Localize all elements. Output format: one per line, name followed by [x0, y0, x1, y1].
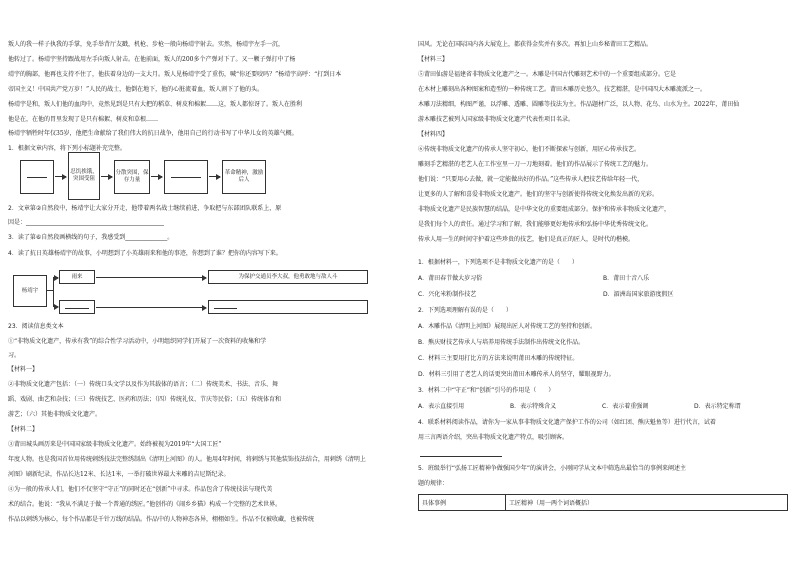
- material-1-heading: 【材料一】: [8, 366, 39, 373]
- answer-table: [418, 494, 788, 511]
- material-line: 术的结合。他说：“我从不满足于做一个普通的绣匠。”他创作的《闹乡乡猫》构成一个完整的艺术世界。: [8, 501, 282, 508]
- option-d[interactable]: D．表示特定称谓: [694, 403, 741, 410]
- row-arrow: [96, 307, 206, 308]
- question-2: 2．文章第②自然段中，杨靖宇让大家分开走，他带着两名战士继续前进，争取把与东部团队联系上，原: [8, 205, 282, 212]
- flow-box-1[interactable]: [20, 160, 54, 194]
- hero-row-name: [59, 270, 95, 284]
- flow-arrow: [209, 176, 220, 177]
- passage-line: 叛人的我一样子执我的手掌，免手举背厅友戳，机枪、步枪一般向杨靖宇射去。实然，杨靖宇左手一沉，: [8, 41, 285, 48]
- table-row: [419, 495, 788, 511]
- question-1: 1．根据文章内容，将下列小标题补充完整。: [8, 145, 126, 152]
- blank-name-box[interactable]: [59, 300, 95, 314]
- flow-box-4[interactable]: [164, 160, 208, 194]
- flow-arrow: [151, 176, 162, 177]
- question-r1: 1．根据材料一，下列选项不是非物质文化遗产的是（ ）: [418, 259, 578, 266]
- passage-line: ⑤莆田仙游是福建省非物质文化遗产之一。木雕是中国古代雕刻艺术中的一个重要组成部分。它是: [418, 71, 677, 78]
- option-d[interactable]: D．材料三引用了老艺人的话更突出莆田木雕传承人的坚守，耀眼视野力。: [418, 371, 615, 378]
- flow-box-3: [114, 160, 150, 194]
- section-heading: 23．阅读信息类文本: [8, 323, 64, 330]
- question-4: 4．读了抗日英雄杨靖宇的故事，小明想到了小英雄雨来和他的事迹，你想到了谁？把你的内容写下来。: [8, 250, 282, 257]
- option-c[interactable]: C．表示着重强调: [602, 403, 649, 410]
- option-a[interactable]: A．表示直接引用: [418, 403, 465, 410]
- material-line: ③莆田城头画历来是中国国家级非物质文化遗产。始终被视为2019年“大国工匠”: [8, 441, 222, 448]
- passage-line: 是我们每个人的责任。通过学习和了解，我们能够更好地传承和弘扬中华优秀传统文化。: [418, 221, 653, 228]
- flow-text: 革命精神，激励后人: [224, 170, 264, 183]
- question-r2: 2．下列选项理解有误的是（ ）: [418, 307, 512, 314]
- table-header-cell: 具体事例: [419, 495, 506, 511]
- option-a[interactable]: A．木雕作品《清明上河图》展现出匠人对传统工艺的坚持和创新。: [418, 323, 597, 330]
- passage-line: 游木雕技艺被列入国家级非物质文化遗产代表性项目名录。: [418, 116, 575, 123]
- material-line: 游艺；（六）其他非物质文化遗产。: [8, 411, 102, 418]
- option-b[interactable]: B．莆田十音八乐: [603, 275, 650, 282]
- flow-box-5: [222, 160, 266, 194]
- material-line: 河图》刷新纪录，作品长达12米、长达1米，一举打破世界最大米雕的吉尼斯纪录。: [8, 471, 230, 478]
- material-line: 作品以刺绣为核心，每个作品都是千针万线的结晶。作品中的人物神态各异，栩栩如生。作品不仅被收藏，也被传统: [8, 516, 315, 523]
- flow-text: 分散突围，保存力量: [115, 170, 149, 183]
- option-b[interactable]: B．表示特殊含义: [510, 403, 557, 410]
- passage-line: 国风。无论在国际国内各大展览上，都获得金奖并有多次。再加上山乡秘莆田工艺精品。: [418, 41, 653, 48]
- option-a[interactable]: A．莆田春节做大岁习俗: [418, 275, 483, 282]
- table-header-cell: 工匠精神（用一两个词语概括）: [506, 495, 788, 511]
- passage-line: 非物质文化遗产是民族智慧的结晶，是中华文化的重要组成部分。保护和传承非物质文化遗产，: [418, 206, 671, 213]
- hero-row-deed: [208, 270, 368, 284]
- material-4-heading: 【材料四】: [418, 131, 449, 138]
- flow-arrow: [55, 176, 66, 177]
- option-c[interactable]: C．材料三主要用打比方的方法来说明莆田木雕的传统特征。: [418, 355, 579, 362]
- passage-line: ⑥传统非物质文化遗产的传承人坚守初心，他们不断探索与创新，用匠心传承技艺。: [418, 146, 641, 153]
- row-arrow: [96, 277, 206, 278]
- option-c[interactable]: C．兴化米粉制作技艺: [418, 291, 477, 298]
- passage-line: 让更多的人了解和喜爱非物质文化遗产。他们的坚守与创新使得传统文化焕发出新的光彩。: [418, 191, 659, 198]
- intro-line: 习。: [8, 352, 21, 359]
- material-3-heading: 【材料三】: [418, 56, 449, 63]
- passage-line: 他们说：“只要用心去做，就一定能做出好的作品。”这些传承人把技艺传给年轻一代，: [418, 176, 644, 183]
- material-2-heading: 【材料二】: [8, 426, 39, 433]
- passage-line: 靖宇的胸部，他再也支持不住了，他扶着身边的一支大月。叛人见杨靖宇受了重伤，喊“你还要咬吗？”杨靖宇高呼：“打到日本: [8, 71, 342, 78]
- passage-line: 他转过了。杨靖宇坚持跟战用左手向叛人射击。在他前面，叛人的200多个产弹对下了。又一颗子弹打中了杨: [8, 56, 296, 63]
- passage-line: 在木材上雕刻出各种图案和造型的一种传统工艺。莆田木雕历史悠久，技艺精湛，是中国四大木雕流派之一。: [418, 86, 707, 93]
- question-r4: 4．联系材料阅读作品，请你为一家从事非物质文化遗产保护工作的公司（如红团、熊庆魁鱼等）进行代言，试着: [418, 419, 716, 426]
- question-2-answer[interactable]: 因是：______________________________________________: [8, 219, 165, 226]
- intro-line: ①“非物质文化遗产，传承有我”的综合性学习活动中，小明组织同学们开展了一次资料的收集和学: [8, 338, 267, 345]
- row-text: 为保护交通员李大叔，他勇敢地与敌人斗: [238, 273, 338, 280]
- question-r3: 3．材料二中“守正”和“创新”引号的作用是（ ）: [418, 387, 555, 394]
- passage-line: 雕刻手艺精湛的老艺人在工作室里一刀一刀地刻着。他们的作品展示了传统工艺的魅力。: [418, 161, 653, 168]
- hero-box: [13, 275, 47, 307]
- row-text: 雨来: [71, 273, 83, 280]
- blank-deed-box[interactable]: [208, 300, 368, 314]
- flow-box-2: [68, 152, 100, 200]
- question-r5-cont: 题的规律：: [418, 480, 449, 487]
- question-3[interactable]: 3．读了第⑥自然段画横线的句子，我感受到______________。: [8, 234, 174, 241]
- material-line: 蹈、戏剧、曲艺和杂技；（三）传统技艺、医药和历法；（四）传统礼仪、节庆等民俗；（五）传统体育和: [8, 396, 282, 403]
- option-b[interactable]: B．熊庆财技艺传承人与培养用传统手法制作出传统文化作品。: [418, 339, 585, 346]
- option-d[interactable]: D．湄洲岛国家旅游度假区: [603, 291, 674, 298]
- passage-line: 他是在，在他的胃里发现了是只有棉絮、树皮和草根……: [8, 116, 159, 123]
- passage-line: 木雕刀法精细，构图严谨，以浮雕、透雕、圆雕等技法为主。作品题材广泛，以人物、花鸟、山水为主。2022年，莆田仙: [418, 101, 740, 108]
- hero-name: 杨靖宇: [21, 287, 39, 294]
- question-r5: 5．班级举行“弘扬工匠精神争做强国少年”的演讲会，小刚同学从文本中筛选出最恰当的事例来阐述主: [418, 465, 687, 472]
- passage-line: 传承人用一生的时间守护着这些珍贵的技艺，他们是真正的匠人，是时代的楷模。: [418, 236, 635, 243]
- passage-line: 杨靖宇牺牲时年仅35岁，他把生命献给了我们伟大的抗日战争，他用自己的行动书写了中华儿女的英雄气概。: [8, 130, 298, 137]
- passage-line: 杨靖宇是和，叛人们他的血肉中，竟然见到是只有大把的稻草、树皮和棉絮……这，叛人都惊讶了。叛人在胜利: [8, 101, 303, 108]
- answer-line[interactable]: [420, 456, 502, 457]
- material-line: ④为一般的传承人们，他们不仅坚守“守正”的同时还在“创新”中寻求。作品包含了传统技法与现代美: [8, 486, 273, 493]
- material-line: ②非物质文化遗产包括：（一）传统口头文学以及作为其载体的语言；（二）传统美术、书法、音乐、舞: [8, 381, 279, 388]
- bracket-arrow: [53, 306, 58, 307]
- passage-line: 帝国主义！中国共产党万岁！”人民的战士，他倒在地下，他的心脏流着血，叛人割下了他的头。: [8, 86, 264, 93]
- flow-text: 忍饥挨饿，突围受阻: [70, 169, 98, 182]
- bracket-arrow: [53, 277, 58, 278]
- flow-arrow: [101, 176, 112, 177]
- material-line: 年度人物。也是我国首位用传统刺绣技法完整绣制出《清明上河图》的人。他用4年时间，将刺绣与其他装饰技法结合，用刺绣《清明上: [8, 456, 366, 463]
- bracket-line: [53, 277, 54, 307]
- question-r4-cont: 用三言两语介绍，突出非物质文化遗产特点，吸引顾客。: [418, 434, 569, 441]
